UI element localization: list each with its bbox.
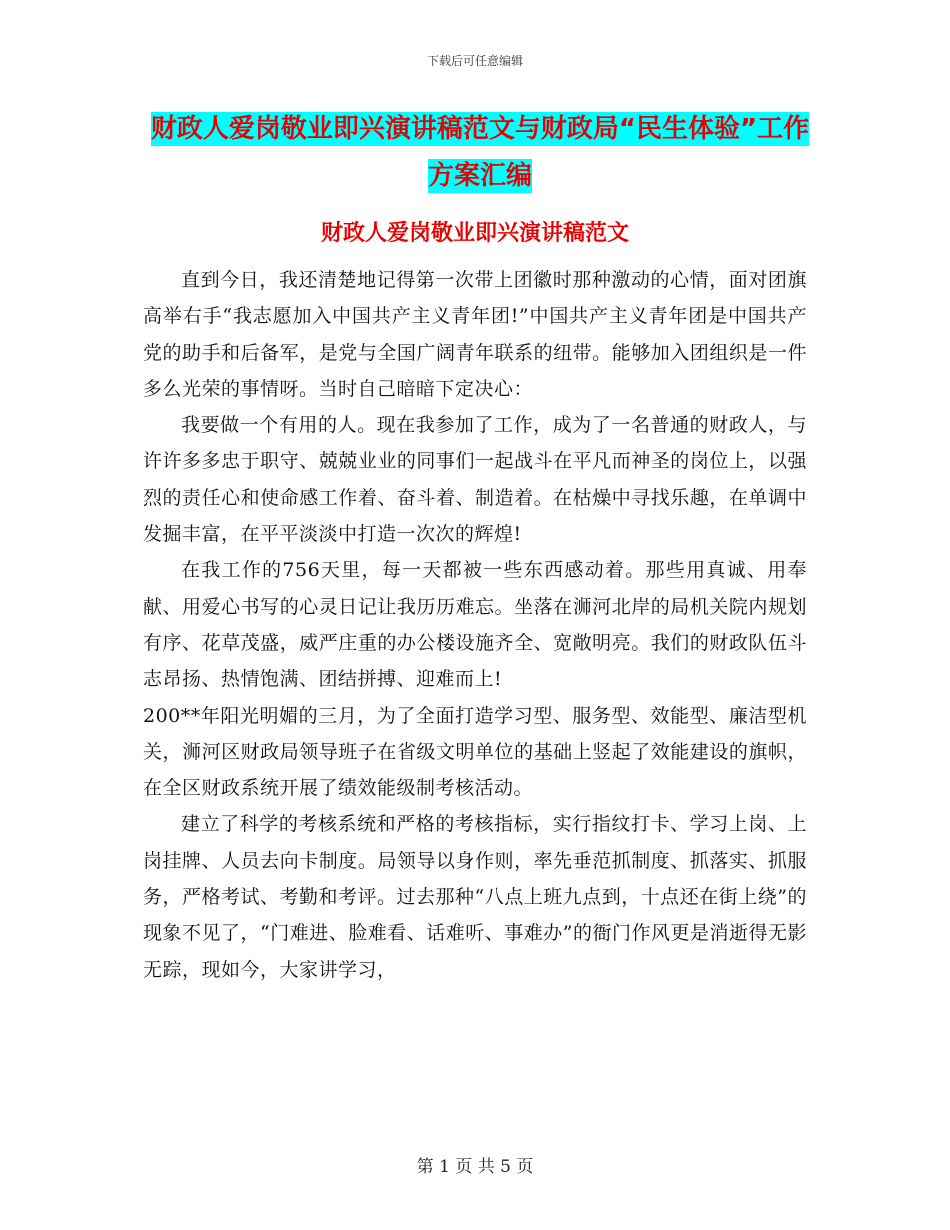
page-footer: 第 1 页 共 5 页 [416,1157,534,1177]
paragraph: 200**年阳光明媚的三月，为了全面打造学习型、服务型、效能型、廉洁型机关，浉河区财政局领导班子在省级文明单位的基础上竖起了效能建设的旗帜，在全区财政系统开展了绩效能级制考核活动。 [143,704,807,800]
document-title-text: 财政人爱岗敬业即兴演讲稿范文与财政局“民生体验”工作方案汇编 [150,114,810,191]
header-note: 下载后可任意编辑 [426,54,523,68]
paragraph: 建立了科学的考核系统和严格的考核指标，实行指纹打卡、学习上岗、上岗挂牌、人员去向卡制度。局领导以身作则，率先垂范抓制度、抓落实、抓服务，严格考试、考勤和考评。过去那种“八点上班九点到，十点还在街上绕”的现象不见了，“门难进、脸难看、话难听、事难办”的衙门作风更是消逝得无影无踪，现如今，大家讲学习， [143,813,807,981]
section-title: 财政人爱岗敬业即兴演讲稿范文 [320,221,629,246]
body-text [143,262,807,988]
paragraph: 直到今日，我还清楚地记得第一次带上团徽时那种激动的心情，面对团旗高举右手“我志愿加入中国共产主义青年团!”中国共产主义青年团是中国共产党的助手和后备军，是党与全国广阔青年联系的纽带。能够加入团组织是一件多么光荣的事情呀。当时自己暗暗下定决心： [143,269,807,400]
paragraph: 我要做一个有用的人。现在我参加了工作，成为了一名普通的财政人，与许许多多忠于职守、兢兢业业的同事们一起战斗在平凡而神圣的岗位上，以强烈的责任心和使命感工作着、奋斗着、制造着。在枯燥中寻找乐趣，在单调中发掘丰富，在平平淡淡中打造一次次的辉煌! [143,414,807,546]
paragraph: 在我工作的756天里，每一天都被一些东西感动着。那些用真诚、用奉献、用爱心书写的心灵日记让我历历难忘。坐落在浉河北岸的局机关院内规划有序、花草茂盛，威严庄重的办公楼设施齐全、宽敞明亮。我们的财政队伍斗志昂扬、热情饱满、团结拼搏、迎难而上! [143,559,807,691]
document-title [150,106,810,200]
